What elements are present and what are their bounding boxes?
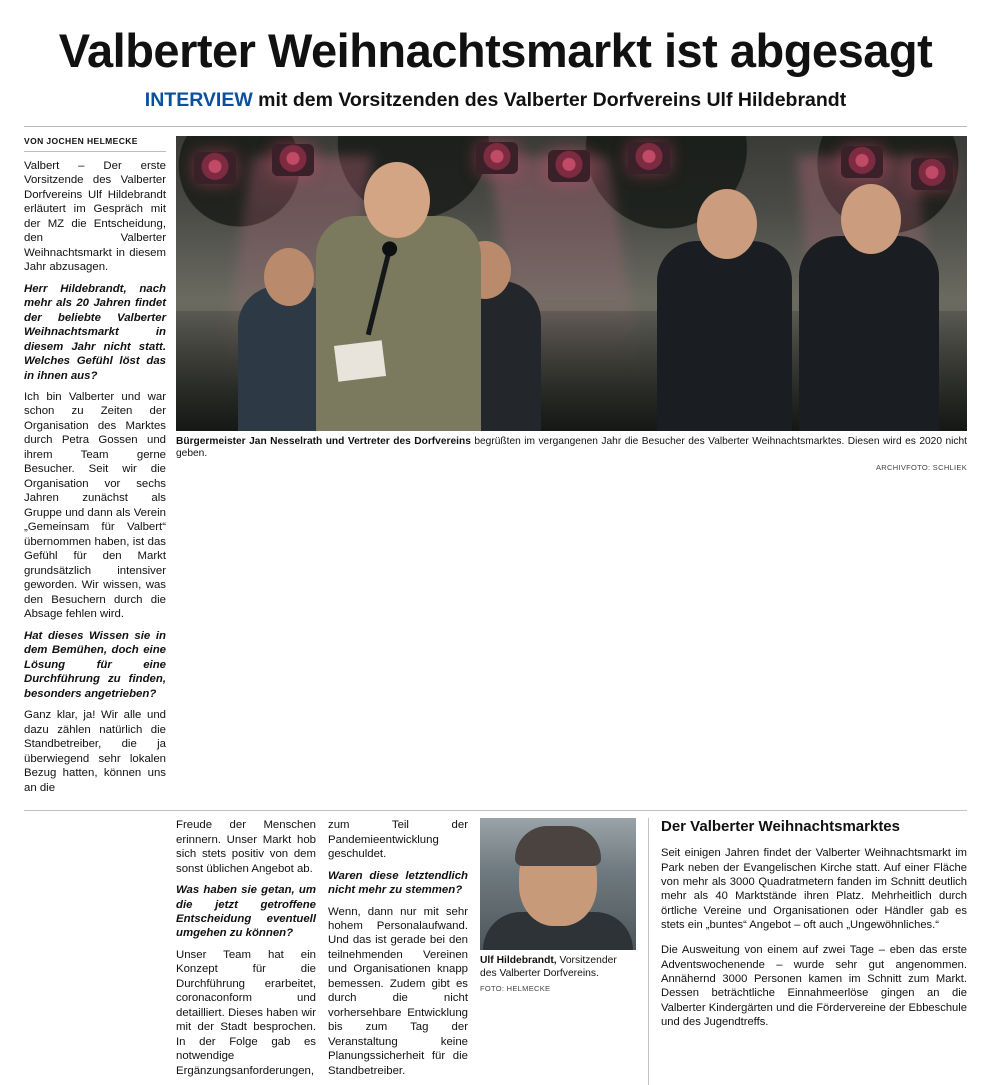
- photo-caption: [176, 436, 967, 462]
- portrait-credit: FOTO: HELMECKE: [480, 983, 551, 993]
- column-three-text: [328, 818, 468, 1078]
- lead-paragraph: Valbert – Der erste Vorsitzende des Valberter Dorfvereins Ulf Hildebrandt erläutert im Gespräch mit der MZ die Entscheidung, den Valberter Weihnachtsmarkt in diesem Jahr abzusagen.: [24, 159, 166, 274]
- info-box-paragraph: Seit einigen Jahren findet der Valberter Weihnachtsmarkt im Park neben der Evangelischen Kirche statt. Auf einer Fläche von mehr als 3000 Quadratmetern fanden im Schnitt deutlich mehr als 40 Marktstände ihren Platz. Mehrheitlich durch örtliche Vereine und Organisationen oder Händler gab es stets ein „buntes“ Angebot – oft auch „Ungewöhnliches.“: [661, 847, 967, 931]
- info-box-title: Der Valberter Weihnachtsmarktes: [661, 818, 900, 836]
- portrait-caption-rest: Vorsitzender des Valberter Dorfvereins.: [480, 955, 617, 979]
- stage-lamp-icon: [272, 144, 314, 176]
- column-three-continuation: zum Teil der Pandemieentwicklung geschuldet.: [328, 819, 468, 861]
- newspaper-page: [0, 24, 991, 1077]
- byline: VON JOCHEN HELMECKE: [24, 135, 138, 146]
- main-content: [24, 136, 967, 802]
- portrait-hair: [515, 826, 601, 866]
- answer-2: Ganz klar, ja! Wir alle und dazu zählen natürlich die Standbetreiber, die ja überwiegend sehr lokalen Bezug hatten, können uns an die: [24, 709, 166, 794]
- header-divider: [24, 126, 967, 127]
- photo-person: [799, 236, 939, 431]
- subheadline-text: mit dem Vorsitzenden des Valberter Dorfvereins Ulf Hildebrandt: [252, 89, 847, 112]
- stage-lamp-icon: [911, 158, 953, 190]
- subheadline: [24, 89, 967, 112]
- photo-caption-rest: begrüßten im vergangenen Jahr die Besucher des Valberter Weihnachtsmarktes. Diesen wird es 2020 nicht geben.: [176, 435, 967, 460]
- column-two-text: [176, 818, 316, 1078]
- question-4: Waren diese letztendlich nicht mehr zu stemmen?: [328, 869, 468, 897]
- portrait-column: [480, 818, 648, 1085]
- info-box-text: [661, 846, 967, 1029]
- column-two: [176, 818, 328, 1085]
- photo-person-head: [841, 184, 901, 254]
- stage-lamp-icon: [476, 142, 518, 174]
- photo-person-head: [697, 189, 757, 259]
- photo-credit: ARCHIVFOTO: SCHLIEK: [876, 463, 967, 473]
- lower-section: [24, 810, 967, 1085]
- answer-4: Wenn, dann nur mit sehr hohem Personalaufwand. Und das ist gerade bei den teilnehmenden Vereinen und Organisationen knapp bemessen. Zudem gibt es durch die nicht vorhersehbare Entwicklung bis zum Tag der Veranstaltung keine Planungssicherheit für die Standbetreiber.: [328, 905, 468, 1077]
- page-title: Valberter Weihnachtsmarkt ist abgesagt: [58, 24, 933, 77]
- question-3: Was haben sie getan, um die jetzt getroffene Entscheidung eventuell umgehen zu können?: [176, 884, 316, 940]
- stage-lamp-icon: [194, 152, 236, 184]
- photo-person: [657, 241, 792, 431]
- column-three: [328, 818, 480, 1085]
- photo-column: [176, 136, 967, 802]
- byline-divider: [24, 151, 166, 152]
- column-two-continuation: Freude der Menschen erinnern. Unser Markt hob sich stets positiv von dem sonst üblichen Angebot ab.: [176, 819, 316, 875]
- portrait-photo: [480, 818, 636, 950]
- lead-photo: [176, 136, 967, 431]
- question-1: Herr Hildebrandt, nach mehr als 20 Jahren findet der beliebte Valberter Weihnachtsmarkt in diesem Jahr nicht statt. Welches Gefühl löst das in ihnen aus?: [24, 282, 166, 382]
- info-box-paragraph: Die Ausweitung von einem auf zwei Tage – eben das erste Adventswochenende – wurde sehr gut angenommen. Annähernd 3000 Personen kamen im Schnitt zum Markt. Dessen beträchtliche Einnahmeerlöse gingen an die Valberter Kindergärten und die Fördervereine der Ebbeschule und des Jugendtreffs.: [661, 944, 967, 1029]
- interview-kicker: INTERVIEW: [144, 89, 253, 112]
- speech-paper: [334, 340, 386, 382]
- stage-lamp-icon: [548, 150, 590, 182]
- column-one-text: [24, 159, 166, 795]
- lead-photo-wrap: [176, 136, 967, 431]
- photo-person-speaker: [316, 216, 481, 431]
- photo-person-head: [364, 162, 430, 238]
- portrait-caption-name: Ulf Hildebrandt,: [480, 955, 557, 967]
- photo-person-head: [264, 248, 314, 306]
- stage-lamp-icon: [841, 146, 883, 178]
- answer-1: Ich bin Valberter und war schon zu Zeiten der Organisation des Marktes durch Petra Gossen und ihrem Team gerne Besucher. Seit wir die Organisation vor sechs Jahren zunächst als Gruppe und dann als Verein „Gemeinsam für Valbert“ übernommen haben, ist das Gefühl für den Markt grundsätzlich intensiver geworden. Wir wissen, was den Besuchern durch die Absage fehlen wird.: [24, 391, 166, 621]
- portrait-caption: [480, 955, 636, 981]
- info-box: [648, 818, 967, 1085]
- column-one: [24, 136, 176, 802]
- stage-lamp-icon: [628, 142, 670, 174]
- column-one-spacer: [24, 818, 176, 1085]
- answer-3: Unser Team hat ein Konzept für die Durchführung erarbeitet, coronaconform und detailliert. Dieses haben wir mit der Stadt besprochen. In der Folge gab es notwendige Ergänzungsanforderungen,: [176, 948, 316, 1077]
- photo-caption-bold: Bürgermeister Jan Nesselrath und Vertreter des Dorfvereins: [176, 435, 471, 447]
- question-2: Hat dieses Wissen sie in dem Bemühen, doch eine Lösung für eine Durchführung zu finden, besonders angetrieben?: [24, 629, 166, 700]
